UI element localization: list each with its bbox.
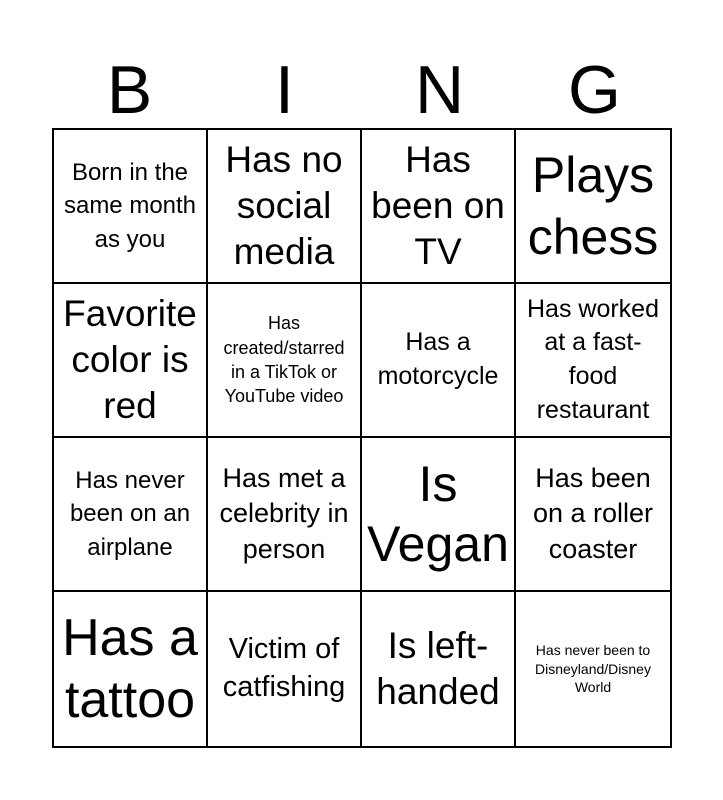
cell-text: Has met a celebrity in person [219, 463, 349, 564]
cell-text: Favorite color is red [63, 292, 197, 427]
bingo-board [52, 128, 672, 748]
bingo-cell[interactable] [516, 592, 670, 746]
bingo-header [52, 52, 672, 128]
bingo-cell[interactable] [362, 438, 516, 592]
header-letter-i: I [275, 52, 294, 128]
bingo-cell[interactable] [54, 284, 208, 438]
bingo-cell[interactable] [516, 130, 670, 284]
bingo-cell[interactable] [516, 438, 670, 592]
cell-text: Is Vegan [367, 456, 509, 572]
bingo-cell[interactable] [54, 130, 208, 284]
cell-text: Born in the same month as you [63, 158, 197, 253]
header-letter-b: B [106, 52, 153, 128]
cell-text: Has never been on an airplane [69, 466, 191, 561]
cell-text: Is left-handed [376, 624, 500, 712]
header-letter-g: G [568, 52, 621, 128]
cell-text: Plays chess [527, 146, 659, 265]
cell-text: Victim of catfishing [222, 633, 346, 703]
cell-text: Has no social media [225, 138, 343, 273]
cell-text: Has been on a roller coaster [532, 463, 654, 564]
header-letter-n: N [414, 52, 465, 128]
cell-text: Has a tattoo [62, 608, 198, 729]
cell-text: Has worked at a fast-food restaurant [527, 294, 659, 424]
bingo-cell[interactable] [208, 130, 362, 284]
bingo-cell[interactable] [362, 130, 516, 284]
cell-text: Has a motorcycle [377, 328, 499, 390]
bingo-cell[interactable] [54, 438, 208, 592]
bingo-cell[interactable] [362, 284, 516, 438]
cell-text: Has never been to Disneyland/Disney World [535, 641, 651, 696]
bingo-cell[interactable] [54, 592, 208, 746]
cell-text: Has been on TV [371, 138, 505, 273]
bingo-cell[interactable] [208, 592, 362, 746]
bingo-cell[interactable] [208, 438, 362, 592]
bingo-cell[interactable] [208, 284, 362, 438]
bingo-cell[interactable] [516, 284, 670, 438]
cell-text: Has created/starred in a TikTok or YouTube video [223, 313, 345, 407]
bingo-cell[interactable] [362, 592, 516, 746]
